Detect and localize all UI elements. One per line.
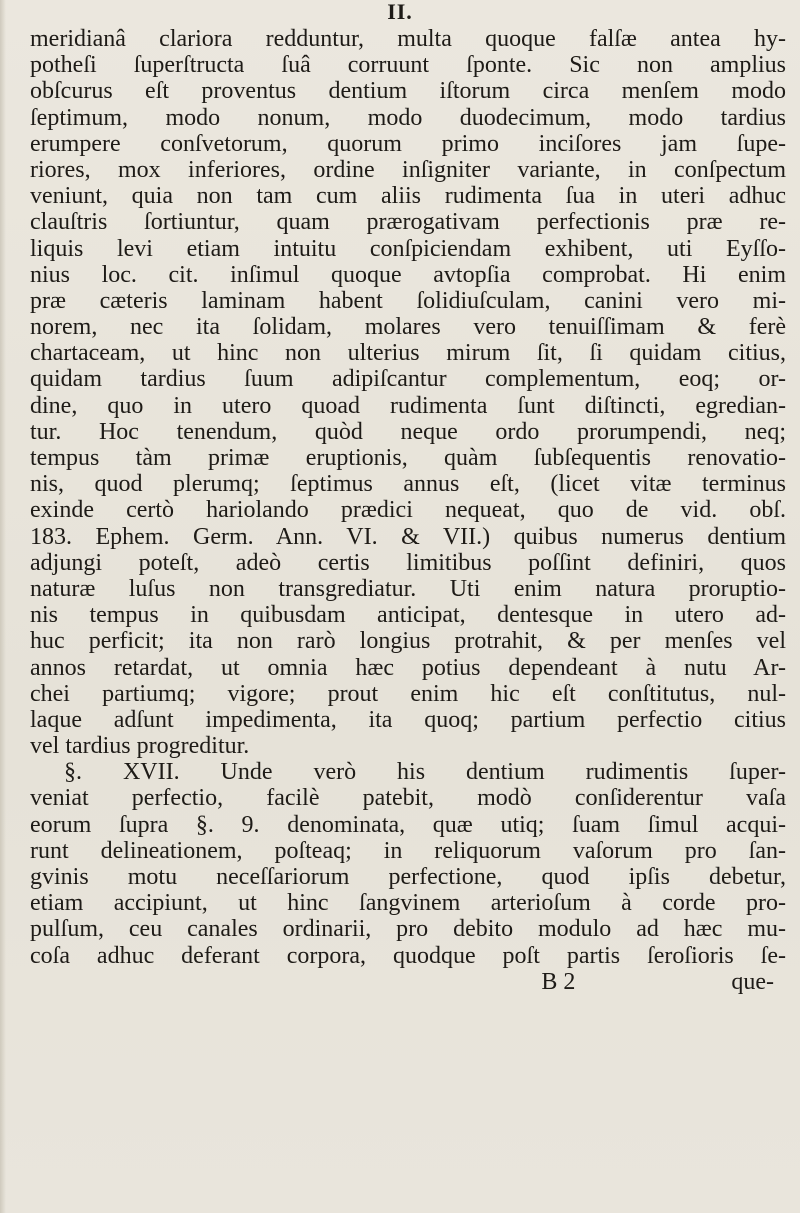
text-line: 183. Ephem. Germ. Ann. VI. & VII.) quibus numerus dentium — [30, 523, 786, 550]
section-heading-line: §. XVII. Unde verò his dentium rudimentis ſuper- — [64, 759, 786, 786]
text-line: obſcurus eſt proventus dentium iſtorum circa menſem modo — [30, 78, 786, 105]
text-line: dine, quo in utero quoad rudimenta ſunt diſtincti, egredian- — [30, 392, 786, 419]
text-line: etiam accipiunt, ut hinc ſangvinem arterioſum à corde pro- — [30, 890, 786, 917]
text-line: laque adſunt impedimenta, ita quoq; partium perfectio citius — [30, 706, 786, 733]
text-line: nius loc. cit. inſimul quoque avtopſia comprobat. Hi enim — [30, 261, 786, 288]
text-line: chartaceam, ut hinc non ulterius mirum ſit, ſi quidam citius, — [30, 340, 786, 367]
text-line: præ cæteris laminam habent ſolidiuſculam, canini vero mi- — [30, 287, 786, 314]
text-line: potheſi ſuperſtructa ſuâ corruunt ſponte. Sic non amplius — [30, 52, 786, 79]
footer-line — [30, 969, 786, 995]
text-line: tur. Hoc tenendum, quòd neque ordo prorumpendi, neq; — [30, 418, 786, 445]
text-line: liquis levi etiam intuitu conſpiciendam exhibent, uti Eyſſo- — [30, 235, 786, 262]
text-line: adjungi poteſt, adeò certis limitibus poſſint definiri, quos — [30, 549, 786, 576]
text-line: vel tardius progreditur. — [30, 733, 250, 760]
text-line: nis, quod plerumq; ſeptimus annus eſt, (licet vitæ terminus — [30, 471, 786, 498]
text-line: quidam tardius ſuum adipiſcantur complementum, eoq; or- — [30, 366, 786, 393]
text-line: ſeptimum, modo nonum, modo duodecimum, modo tardius — [30, 104, 786, 131]
signature-mark: B 2 — [541, 968, 576, 995]
text-line: gvinis motu neceſſariorum perfectione, quod ipſis debetur, — [30, 864, 786, 890]
text-line: exinde certò hariolando prædici nequeat, quo de vid. obſ. — [30, 497, 786, 524]
text-line: veniat perfectio, facilè patebit, modò conſiderentur vaſa — [30, 785, 786, 812]
text-line: veniunt, quia non tam cum aliis rudimenta ſua in uteri adhuc — [30, 183, 786, 210]
text-line: pulſum, ceu canales ordinarii, pro debito modulo ad hæc mu- — [30, 916, 786, 943]
text-line: huc perficit; ita non rarò longius protrahit, & per menſes vel — [30, 628, 786, 655]
text-line: meridianâ clariora redduntur, multa quoque falſæ antea hy- — [30, 26, 786, 52]
text-line: tempus tàm primæ eruptionis, quàm ſubſequentis renovatio- — [30, 445, 786, 471]
text-line: naturæ luſus non transgrediatur. Uti enim natura proruptio- — [30, 575, 786, 602]
text-line: clauſtris ſortiuntur, quam prærogativam perfectionis præ re- — [30, 209, 786, 236]
text-line: eorum ſupra §. 9. denominata, quæ utiq; ſuam ſimul acqui- — [30, 811, 786, 838]
text-line: coſa adhuc deferant corpora, quodque poſt partis ſeroſioris ſe- — [30, 942, 786, 969]
text-line: norem, nec ita ſolidam, molares vero tenuiſſimam & ferè — [30, 314, 786, 341]
body-text — [30, 26, 786, 995]
page-number: II. — [387, 0, 413, 24]
text-line: riores, mox inferiores, ordine inſigniter variante, in conſpectum — [30, 156, 786, 183]
catchword: que- — [731, 968, 774, 995]
text-line: nis tempus in quibusdam anticipat, dentesque in utero ad- — [30, 602, 786, 629]
text-line: runt delineationem, poſteaq; in reliquorum vaſorum pro ſan- — [30, 837, 786, 864]
text-line: erumpere conſvetorum, quorum primo inciſores jam ſupe- — [30, 130, 786, 157]
page-gutter-shadow — [0, 0, 6, 1213]
text-line: chei partiumq; vigore; prout enim hic eſt conſtitutus, nul- — [30, 680, 786, 707]
text-line: annos retardat, ut omnia hæc potius dependeant à nutu Ar- — [30, 654, 786, 681]
